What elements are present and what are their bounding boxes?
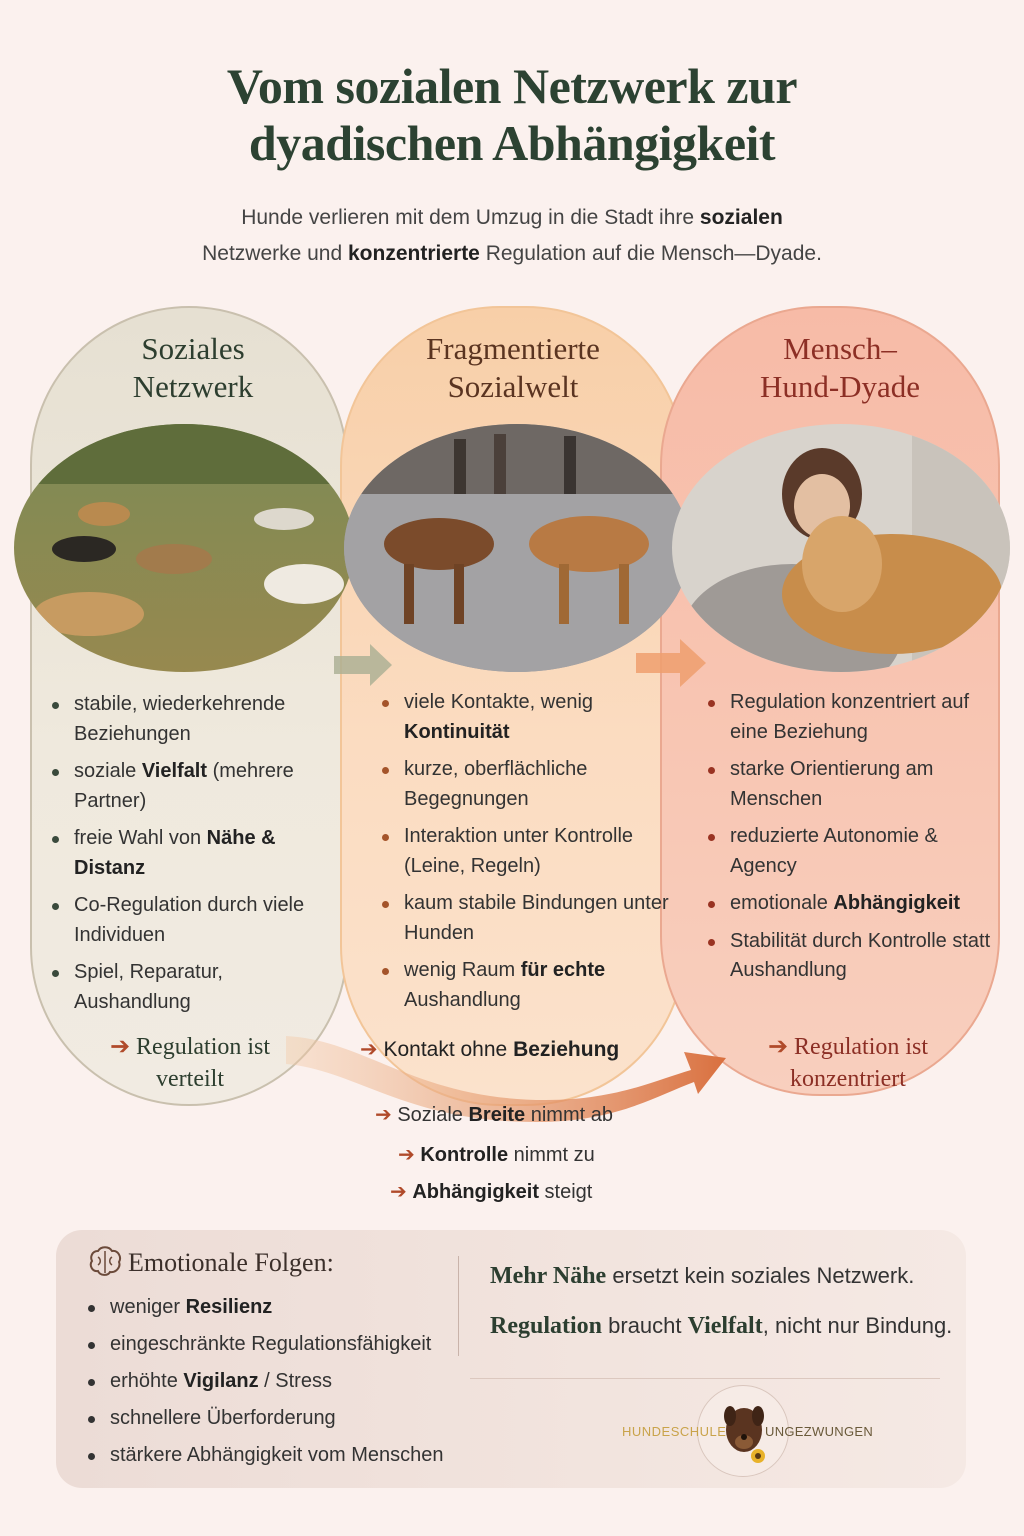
subtitle	[0, 200, 1024, 272]
conclusion-line: Regulation ist	[794, 1034, 929, 1060]
column-1-title-line: Soziales	[141, 331, 245, 366]
list-item: soziale Vielfalt (mehrere Partner)	[50, 757, 340, 816]
column-3-title-line: Mensch–	[783, 331, 897, 366]
photo-dogs-on-meadow	[14, 424, 354, 672]
arrow-icon: ➔	[375, 1104, 392, 1126]
flow-line-dependency: ➔ Abhängigkeit steigt	[390, 1181, 593, 1203]
brain-icon	[88, 1245, 124, 1279]
quote-2: Regulation braucht Vielfalt, nicht nur Bindung.	[490, 1313, 953, 1339]
list-item: emotionale Abhängigkeit	[706, 889, 1006, 919]
list-item: schnellere Überforderung	[86, 1404, 506, 1433]
conclusion-line: Regulation ist	[136, 1034, 271, 1060]
emotional-consequences-title: Emotionale Folgen:	[128, 1248, 334, 1277]
emotional-consequences-list	[86, 1293, 506, 1478]
subtitle-part: Regulation auf die Mensch—Dyade.	[479, 242, 822, 265]
list-item: reduzierte Autonomie & Agency	[706, 822, 1006, 881]
list-item: Interaktion unter Kontrolle (Leine, Regeln)	[380, 822, 670, 881]
quote-1: Mehr Nähe ersetzt kein soziales Netzwerk.	[490, 1263, 915, 1289]
list-item: weniger Resilienz	[86, 1293, 506, 1322]
column-2-title-line: Sozialwelt	[447, 369, 579, 404]
logo-text-left: HUNDESCHULE	[622, 1424, 727, 1439]
list-item: Regulation konzentriert auf eine Beziehung	[706, 688, 1006, 747]
arrow-icon: ➔	[390, 1181, 407, 1203]
conclusion-text: Kontakt ohne	[383, 1038, 514, 1061]
title-line-1: Vom sozialen Netzwerk zur	[226, 58, 798, 114]
arrow-icon	[334, 640, 394, 690]
arrow-icon: ➔	[398, 1144, 415, 1166]
column-2-conclusion	[360, 1034, 680, 1066]
list-item: eingeschränkte Regulationsfähigkeit	[86, 1330, 506, 1359]
arrow-icon: ➔	[767, 1034, 789, 1060]
list-item: stärkere Abhängigkeit vom Menschen	[86, 1441, 506, 1470]
column-3-list	[706, 688, 1006, 994]
list-item: erhöhte Vigilanz / Stress	[86, 1367, 506, 1396]
column-3-title-line: Hund-Dyade	[759, 369, 921, 404]
arrow-icon	[636, 636, 708, 690]
column-2-title-line: Fragmentierte	[426, 331, 600, 366]
list-item: wenig Raum für echte Aushandlung	[380, 956, 670, 1015]
arrow-icon: ➔	[109, 1034, 131, 1060]
column-2-list	[380, 688, 670, 1023]
column-1-title	[40, 330, 346, 406]
list-item: Spiel, Reparatur, Aushandlung	[50, 958, 340, 1017]
arrow-icon: ➔	[360, 1038, 378, 1061]
column-3-conclusion	[708, 1031, 988, 1095]
subtitle-part: Netzwerke und	[202, 242, 348, 265]
logo-text-right: UNGEZWUNGEN	[765, 1424, 874, 1439]
list-item: kurze, oberflächliche Begegnungen	[380, 755, 670, 814]
conclusion-line: verteilt	[156, 1066, 224, 1092]
conclusion-bold: Beziehung	[513, 1038, 620, 1061]
subtitle-bold: sozialen	[699, 206, 783, 229]
page-title	[0, 58, 1024, 172]
photo-dogs-on-leash-city	[344, 424, 690, 672]
list-item: kaum stabile Bindungen unter Hunden	[380, 889, 670, 948]
column-1-list	[50, 690, 340, 1025]
list-item: starke Orientierung am Menschen	[706, 755, 1006, 814]
list-item: stabile, wiederkehrende Beziehungen	[50, 690, 340, 749]
list-item: Co-Regulation durch viele Individuen	[50, 891, 340, 950]
photo-woman-hugging-dog	[672, 424, 1010, 672]
column-3-title	[680, 330, 1000, 406]
conclusion-line: konzentriert	[790, 1066, 906, 1092]
column-1-conclusion	[60, 1031, 320, 1095]
subtitle-part: Hunde verlieren mit dem Umzug in die Stadt ihre	[241, 206, 700, 229]
panel-separator	[470, 1378, 940, 1379]
list-item: freie Wahl von Nähe & Distanz	[50, 824, 340, 883]
list-item: viele Kontakte, wenig Kontinuität	[380, 688, 670, 747]
column-1-title-line: Netzwerk	[132, 369, 254, 404]
flow-line-control: ➔ Kontrolle nimmt zu	[398, 1144, 595, 1166]
column-2-title	[348, 330, 678, 406]
list-item: Stabilität durch Kontrolle statt Aushandlung	[706, 927, 1006, 986]
subtitle-bold: konzentrierte	[348, 242, 480, 265]
flow-line-breadth: ➔ Soziale Breite nimmt ab	[375, 1104, 613, 1126]
title-line-2: dyadischen Abhängigkeit	[248, 115, 776, 171]
